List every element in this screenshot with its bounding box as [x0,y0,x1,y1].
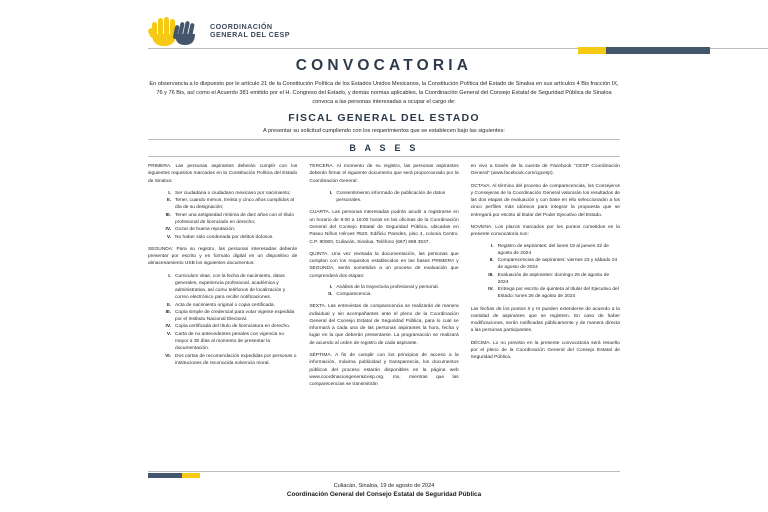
list-num: IV. [165,324,171,330]
list-text: Registro de aspirantes: del lunes 19 al jueves 22 de agosto de 2024 [497,243,609,256]
list-text: Entrega por escrito de quinteta al titular del Ejecutivo del Estado: lunes 26 de agosto de 2024 [497,287,619,300]
subtitle: A presentar su solicitud cumpliendo con los requerimientos que se establecen bajo las siguientes: [263,128,505,135]
list-text: Evaluación de aspirantes: domingo 25 de agosto de 2024 [497,272,610,285]
bases-rule-bottom [148,156,620,157]
novena-list [471,243,620,301]
list-item [471,243,620,258]
list-item [309,284,458,291]
list-item [148,190,297,197]
list-num: IV. [488,287,494,293]
accent-navy-block [606,47,710,54]
list-text: Tener una antigüedad mínima de diez años con el título profesional de licenciado en derecho; [175,212,295,225]
tercera-list [309,190,458,205]
list-text: Comparecencias de aspirantes: viernes 23 y sábado 24 de agosto de 2024 [497,258,618,271]
two-hands-logo-icon [148,14,206,48]
list-num: VI. [165,353,171,359]
footer-organization: Coordinación General del Consejo Estatal de Seguridad Pública [286,491,482,498]
list-text: Dos cartas de recomendación expedidas por personas o instituciones de reconocida solvencia moral. [175,353,297,366]
list-item [148,234,297,241]
clause-primera: PRIMERA. Las personas aspirantes deberán cumplir con los siguientes requisitos marcados en la Constitución Política del Estado de Sinaloa: [148,164,298,184]
list-num: II. [166,302,171,308]
body-columns [148,163,620,463]
list-text: Análisis de la trayectoria profesional y personal. [336,284,439,290]
list-num: I. [168,190,171,196]
segunda-list [148,273,297,367]
header-rule-wrap [148,48,620,49]
clause-tercera: TERCERA. Al momento de su registro, las personas aspirantes deberán firmar el siguiente documento que será proporcionado por la Coordinación General: [309,164,459,184]
list-item [148,302,297,309]
list-item [148,273,297,302]
list-item [309,190,458,205]
logo-line-1: COORDINACIÓN [210,22,273,32]
footer-accent-navy [148,473,182,478]
list-num: III. [165,309,171,315]
column-2 [309,163,458,463]
column-3 [471,163,620,463]
footer-text-block [0,478,768,512]
intro-paragraph: En observancia a lo dispuesto por le artículo 21 de la Constitución Política de los Estados Unidos Mexicanos, la Constitución Política del Estado de Sinaloa en sus artículos 4 Bis fracción IX, 76 y 76 Bis, así como el Acuerdo 381 emitido por el H. Congreso del Estado, y demás normas aplicables, la Coordinación General del Consejo Estatal de Seguridad Pública de Sinaloa convoca a las personas interesadas a ocupar el cargo de: [149,81,619,106]
list-item [148,331,297,353]
list-num: III. [488,272,494,278]
clause-segunda: SEGUNDA: Para su registro, las personas interesadas deberán presentar por escrito y en formato digital en un dispositivo de almacenamiento USB los siguientes documentos: [148,246,298,267]
list-item [148,197,297,212]
clause-septima: SÉPTIMA. A fin de cumplir con los principios de acceso a la información, máxima publicidad y transparencia, los documentos públicos del proceso estarán disponibles en la página web www.coordinaciongeneralcesp.org. mx, mientras que las comparecencias se transmitirán [309,352,459,388]
clause-octava: OCTAVA. Al término del proceso de comparecencias, los Consejeros y Consejeras de la Coordinación General valorarán los resultados de las dos etapas de evaluación y con base en ello seleccionarán a los cinco perfiles más idóneos para integrar la propuesta que se entregará por escrito al titular del Poder Ejecutivo del Estado. [470,183,620,218]
accent-yellow-block [578,47,606,54]
list-item [148,353,297,368]
clause-novena: NOVENA. Los plazos marcados por los puntos cometidos en la presente convocatoria son: [470,225,620,238]
list-num: I. [329,190,333,196]
position-title: FISCAL GENERAL DEL ESTADO [288,112,480,125]
logo-wordmark [210,23,290,38]
list-item [471,286,620,301]
list-item [148,323,297,330]
primera-list [148,190,297,241]
title-block [0,49,768,134]
list-num: II. [328,292,333,298]
list-text: Ser ciudadana o ciudadano mexicano por nacimiento; [175,190,291,196]
clause-quinta: QUINTA. Una vez revisada la documentación, las personas que cumplan con los requisitos establecidos en las bases PRIMERA y SEGUNDA, serán sometidos a un proceso de evaluación que comprenderá dos etapas: [309,251,459,279]
list-text: Gozar de buena reputación; [175,227,236,233]
list-num: I. [168,273,171,279]
document-footer [0,471,768,512]
list-text: Copia simple de credencial para votar vigente expedida por el Instituto Nacional Electoral. [175,309,295,323]
document-header [0,0,768,48]
list-num: V. [166,234,171,240]
list-text: Consentimiento informado de publicación de datos personales. [336,190,446,204]
logo-line-2: GENERAL DEL CESP [210,30,291,39]
list-item [148,226,297,233]
list-num: I. [329,284,333,290]
footer-divider [148,471,620,472]
novena-note: Las fechas de los puntos II y III pueden extenderse de acuerdo a la cantidad de aspirantes que se registren. En caso de haber modificaciones, serán notificadas públicamente y de manera directa a las personas participantes. [470,306,620,334]
list-item [471,257,620,272]
quinta-list [309,284,458,299]
clause-cuarta: CUARTA. Las personas interesadas podrán acudir a registrarse en un horario de 9:00 a 16:00 horas en las oficinas de la Coordinación General del Consejo Estatal de Seguridad Pública, ubicadas en Paseo Niños Héroes #520, Edificio Paredes, piso 4, colonia Centro. C.P. 80000, Culiacán, Sinaloa. Teléfono (667) 688 3537. [309,210,459,245]
bases-section-header [148,139,620,157]
list-text: Carta de no antecedentes penales con vigencia no mayor a 30 días al momento de presentar la documentación. [175,331,285,352]
footer-accent-yellow [182,473,200,478]
bases-label: B A S E S [349,143,419,154]
footer-accent-bar [148,473,200,478]
list-num: II. [166,198,171,204]
list-item [148,212,297,227]
list-item [148,309,297,324]
list-text: Acta de nacimiento original o copia certificada. [175,302,275,308]
page-title: CONVOCATORIA [295,57,473,74]
list-text: Comparecencia. [336,292,372,298]
list-num: III. [165,212,171,218]
header-accent-bar [578,47,710,54]
clause-decima: DÉCIMA. Lo no previsto en la presente convocatoria será resuelto por el pleno de la Coordinación General del Consejo Estatal de Seguridad Pública. [470,340,620,361]
clause-septima-continuation: en vivo a través de la cuenta de Facebook "CESP Coordinación General" (www.facebook.com/cgcesp). [470,164,620,177]
clause-sexta: SEXTA. Las entrevistas de comparecencia se realizarán de manera individual y sin acompañantes ante el pleno de la Coordinación General del Consejo Estatal de Seguridad Pública, para lo cual se informará a cada una de las personas aspirantes la hora, fecha y lugar en la que deberán presentarse. La programación se realizará de acuerdo al orden de registro de cada aspirante. [309,304,459,346]
list-num: II. [489,258,494,264]
list-num: I. [490,243,494,249]
list-num: IV. [165,227,171,233]
list-text: Curriculum vitae, con la fecha de nacimiento, datos generales, experiencia profesional, académica y administrativa, así como teléfonos de localización y correo electrónico para recibir notificaciones. [175,273,286,301]
list-item [471,272,620,287]
list-text: Copia certificada del título de licenciatura en derecho. [175,324,291,330]
list-num: V. [166,331,171,337]
list-text: No haber sido condenada por delitos dolosos. [175,234,274,240]
footer-city-date: Culiacán, Sinaloa, 19 de agosto de 2024 [333,483,435,489]
column-1 [148,163,297,463]
list-item [309,291,458,298]
list-text: Tener, cuando menos, treinta y cinco años cumplidos al día de su designación; [175,198,295,211]
